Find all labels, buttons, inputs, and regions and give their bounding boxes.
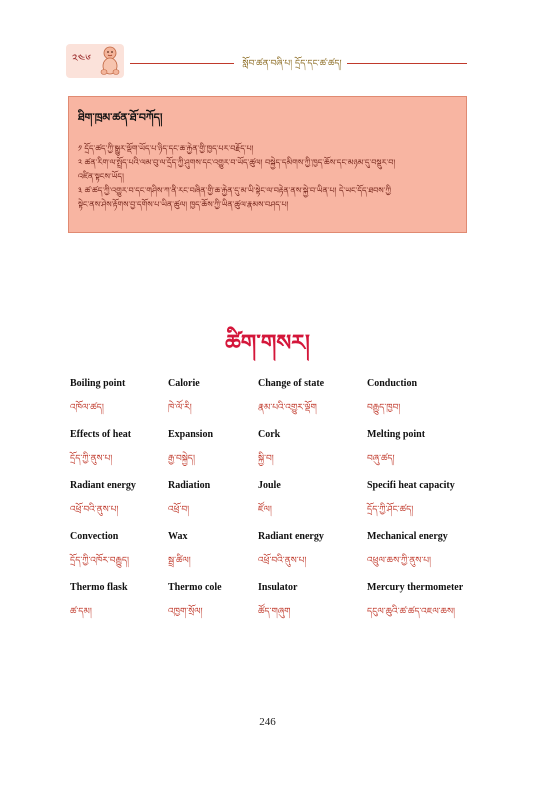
page-number: 246 xyxy=(259,716,276,728)
term-english: Melting point xyxy=(367,429,426,440)
term-tibetan: འཕྲོ་བ། xyxy=(168,505,190,515)
child-mascot-icon xyxy=(98,45,122,77)
summary-point: ༢ ཚན་རིག་ལ་སྤྲོད་པའི་ལམ་བུ་ལ་དྲོད་ཀྱི་ཤུགས་དང་འགྱུར་བ་ཡོད་ཚུལ། བསྐྱེད་དམིགས་ཀྱི་ཁྱད་ཆོས་དང་མཉམ་དུ་བསྡུར་བ། xyxy=(78,158,396,167)
summary-point: སྟེང་ནས་ཤེས་རྟོགས་བྱ་དགོས་པ་ཡིན་ཚུལ། ཁྱད་ཆོས་ཀྱི་ཡིན་ཚུལ་རྣམས་བཤད་པ། xyxy=(78,200,289,209)
glossary-term xyxy=(367,582,477,627)
term-english: Boiling point xyxy=(70,378,126,389)
summary-point: ༡ དྲོད་ཚད་ཀྱི་སྒྱུར་ལྡོག་ཡོད་པ་ཉིད་དང་ཆ་རྐྱེན་གྱི་ཁྱད་པར་བརྗོད་པ། xyxy=(78,144,254,153)
summary-point: ༣ ཚ་ཚད་ཀྱི་འགྱུར་བ་དང་གཤིས་ཀ་ནི་རང་བཞིན་གྱི་ཆ་རྐྱེན་དུ་མ་ཡི་སྟེང་ལ་བརྟེན་ནས་སྐྱེ་བ་ཡིན་པ། དེ་ཡང་དོད་ཐབས་ཀྱི xyxy=(78,186,392,195)
term-english: Insulator xyxy=(258,582,298,593)
term-english: Cork xyxy=(258,429,281,440)
glossary-term xyxy=(258,378,368,423)
glossary-term xyxy=(258,582,368,627)
term-tibetan: འཕྲོ་བའི་ནུས་པ། xyxy=(70,505,119,515)
term-english: Mercury thermometer xyxy=(367,582,464,593)
header-rule-right xyxy=(347,63,467,64)
term-english: Thermo flask xyxy=(70,582,128,593)
term-english: Expansion xyxy=(168,429,214,440)
term-english: Thermo cole xyxy=(168,582,222,593)
summary-point: འཛིན་སྟངས་ཡོད། xyxy=(78,172,124,181)
running-head: སློབ་ཚན་བཞི་པ། དྲོད་དང་ཚ་ཚད། xyxy=(242,59,342,69)
glossary-term xyxy=(258,531,368,576)
term-english: Radiant energy xyxy=(70,480,136,491)
term-tibetan: དྲོད་ཀྱི་འཁོར་བརྒྱུད། xyxy=(70,556,130,566)
summary-title: ཐིག་ཁྲམ་ཚན་ཐོ་བཀོད། xyxy=(78,111,163,124)
glossary-term xyxy=(70,480,180,525)
term-english: Change of state xyxy=(258,378,325,389)
term-english: Mechanical energy xyxy=(367,531,448,542)
term-english: Specifi heat capacity xyxy=(367,480,455,491)
term-tibetan: སྐྱི་བ། xyxy=(258,454,274,464)
term-tibetan: རྣམ་པའི་འགྱུར་ལྡོག xyxy=(258,403,317,413)
term-english: Joule xyxy=(258,480,281,491)
page-number-badge xyxy=(66,44,124,78)
term-tibetan: དྲོད་ཀྱི་ཤོང་ཚད། xyxy=(367,505,414,515)
glossary-term xyxy=(258,480,368,525)
term-tibetan: འཁོལ་ཚད། xyxy=(70,403,104,413)
term-english: Conduction xyxy=(367,378,418,389)
glossary-term xyxy=(70,378,180,423)
term-tibetan: ཁེ་ལོ་རི། xyxy=(168,403,192,413)
term-english: Convection xyxy=(70,531,119,542)
term-english: Radiant energy xyxy=(258,531,324,542)
term-tibetan: འཕྲོ་བའི་ནུས་པ། xyxy=(258,556,307,566)
glossary-grid xyxy=(70,378,470,633)
glossary-title: ཚིག་གསར། xyxy=(225,331,310,356)
glossary-term xyxy=(70,429,180,474)
term-tibetan: བཞུ་ཚད། xyxy=(367,454,395,464)
term-english: Effects of heat xyxy=(70,429,132,440)
term-tibetan: ཛོལ། xyxy=(258,505,272,515)
term-tibetan: ཚ་དམ། xyxy=(70,607,92,617)
term-tibetan: བརྒྱུད་ཁྱབ། xyxy=(367,403,401,413)
glossary-term xyxy=(258,429,368,474)
term-english: Wax xyxy=(168,531,188,542)
page-number-tibetan: ༢༤༦ xyxy=(72,51,91,65)
glossary-row xyxy=(70,429,470,480)
glossary-row xyxy=(70,531,470,582)
glossary-term xyxy=(367,531,477,576)
term-tibetan: ཚོད་གཞུག xyxy=(258,607,291,617)
term-english: Radiation xyxy=(168,480,211,491)
glossary-row xyxy=(70,378,470,429)
term-tibetan: དངུལ་ཆུའི་ཚ་ཚད་འཇལ་ཆས། xyxy=(367,607,456,617)
term-tibetan: འཁྱག་སྲོལ། xyxy=(168,607,203,617)
glossary-term xyxy=(70,582,180,627)
term-tibetan: དྲོད་ཀྱི་ནུས་པ། xyxy=(70,454,113,464)
summary-box xyxy=(68,96,467,233)
term-tibetan: སྦྲ་ཚིལ། xyxy=(168,556,191,566)
glossary-term xyxy=(367,378,477,423)
glossary-row xyxy=(70,582,470,633)
term-english: Calorie xyxy=(168,378,200,389)
header-rule-left xyxy=(130,63,234,64)
glossary-term xyxy=(367,429,477,474)
glossary-term xyxy=(367,480,477,525)
glossary-term xyxy=(70,531,180,576)
term-tibetan: འཕྲུལ་ཆས་ཀྱི་ནུས་པ། xyxy=(367,556,432,566)
term-tibetan: རྒྱ་བསྐྱེད། xyxy=(168,454,196,464)
glossary-row xyxy=(70,480,470,531)
